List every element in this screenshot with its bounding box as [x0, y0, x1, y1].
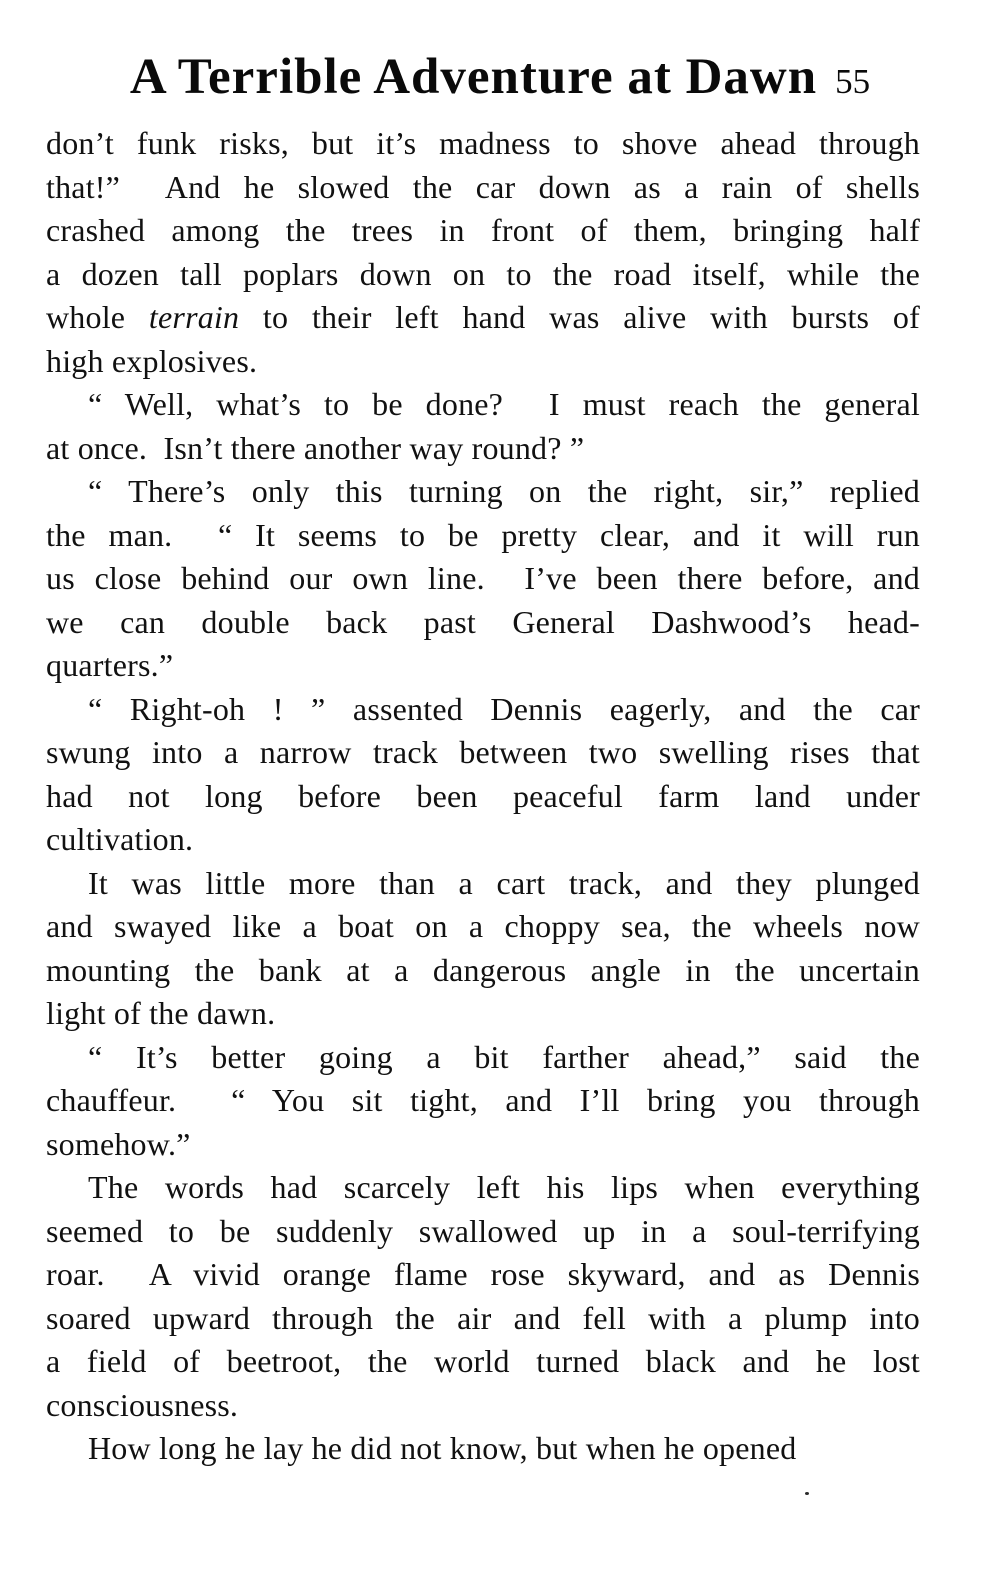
text-line: The words had scarcely left his lips when everything	[88, 1169, 920, 1205]
text-line: swung into a narrow track between two swelling rises that	[46, 734, 920, 770]
text-line: whole terrain to their left hand was alive with bursts of	[46, 299, 920, 335]
text-line: had not long before been peaceful farm land under	[46, 777, 920, 814]
text-line: seemed to be suddenly swallowed up in a soul-terrifying	[46, 1212, 920, 1249]
text-line: “ Right-oh ! ” assented Dennis eagerly, and the car	[88, 690, 920, 727]
text-line: high explosives.	[46, 342, 258, 379]
text-line: How long he lay he did not know, but when he opened	[88, 1430, 797, 1466]
chapter-title: A Terrible Adventure at Dawn	[129, 49, 818, 105]
body-text	[0, 122, 1000, 1471]
text-line: the man. “ It seems to be pretty clear, and it will run	[46, 516, 920, 553]
text-line: “ Well, what’s to be done? I must reach the general	[88, 386, 920, 422]
text-line: that!” And he slowed the car down as a rain of shells	[46, 168, 920, 205]
text-line: somehow.”	[46, 1125, 191, 1162]
text-line: a dozen tall poplars down on to the road itself, while the	[46, 255, 920, 292]
text-line: light of the dawn.	[46, 995, 276, 1031]
text-line: quarters.”	[46, 647, 174, 683]
scan-speck	[805, 1492, 809, 1495]
text-line: chauffeur. “ You sit tight, and I’ll bring you through	[46, 1082, 920, 1118]
text-line: a field of beetroot, the world turned black and he lost	[46, 1343, 920, 1379]
text-line: mounting the bank at a dangerous angle in the uncertain	[46, 951, 920, 988]
text-line: at once. Isn’t there another way round? ”	[46, 429, 585, 466]
text-line: consciousness.	[46, 1386, 239, 1423]
page-number: 55	[835, 62, 871, 101]
text-line: crashed among the trees in front of them, bringing half	[46, 212, 920, 248]
text-line: don’t funk risks, but it’s madness to shove ahead through	[46, 125, 920, 161]
text-line: “ There’s only this turning on the right, sir,” replied	[88, 473, 920, 509]
text-line: “ It’s better going a bit farther ahead,” said the	[88, 1038, 920, 1075]
text-line: roar. A vivid orange flame rose skyward, and as Dennis	[46, 1256, 920, 1292]
page-header	[0, 0, 1000, 106]
text-line: cultivation.	[46, 821, 194, 857]
text-line: soared upward through the air and fell with a plump into	[46, 1299, 920, 1336]
text-line: we can double back past General Dashwood’s head-	[46, 603, 920, 640]
text-line: us close behind our own line. I’ve been there before, and	[46, 560, 920, 596]
text-line: It was little more than a cart track, and they plunged	[88, 864, 920, 901]
text-line: and swayed like a boat on a choppy sea, the wheels now	[46, 908, 920, 944]
